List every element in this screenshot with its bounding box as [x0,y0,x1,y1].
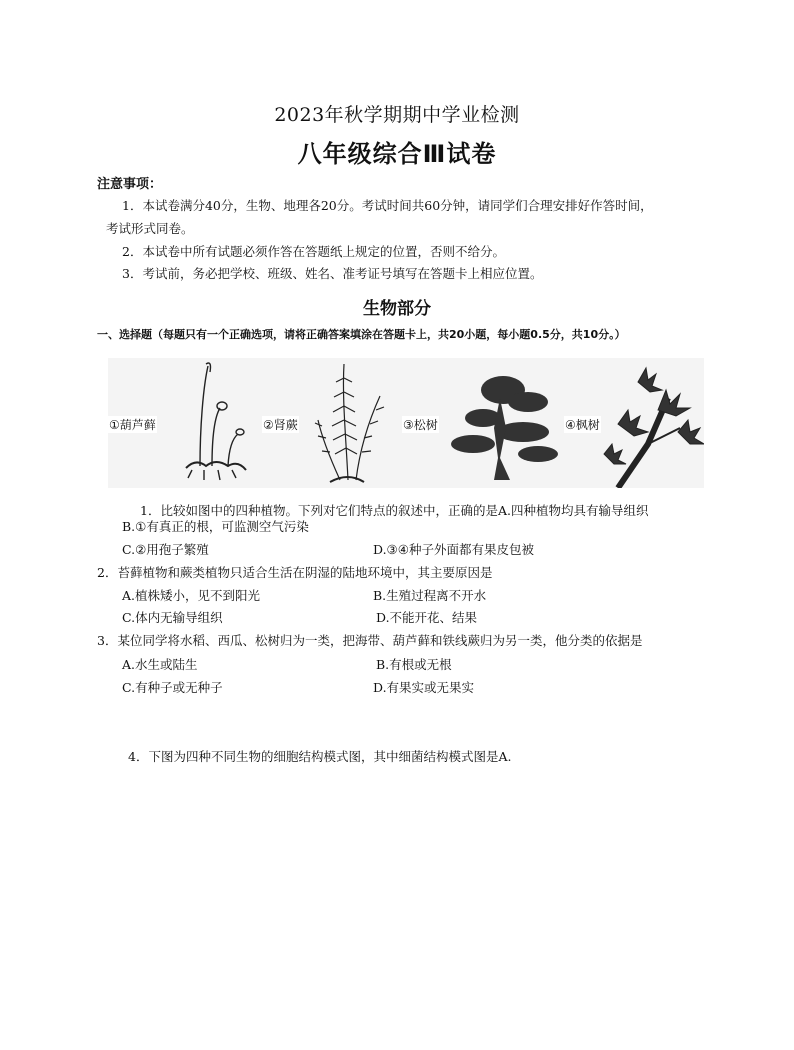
question-1-option-d: D.③④种子外面都有果皮包被 [373,542,534,557]
question-3-option-b: B.有根或无根 [376,657,452,672]
plant-label-maple: ④枫树 [565,418,600,432]
notice-item-1-line-2: 考试形式同卷。 [106,221,194,236]
question-4-stem: 4．下图为四种不同生物的细胞结构模式图，其中细菌结构模式图是A. [128,749,512,764]
section-title: 生物部分 [363,299,431,319]
notice-item-2: 2．本试卷中所有试题必须作答在答题纸上规定的位置，否则不给分。 [122,244,505,259]
question-1-stem: 1．比较如图中的四种植物。下列对它们特点的叙述中，正确的是A.四种植物均具有输导组织 [140,503,649,518]
question-1-option-c: C.②用孢子繁殖 [122,542,209,557]
question-3-option-d: D.有果实或无果实 [373,680,475,695]
question-3-option-c: C.有种子或无种子 [122,680,223,695]
plants-figure [108,358,704,488]
question-3-option-a: A.水生或陆生 [122,657,198,672]
plant-label-pine: ③松树 [403,418,438,432]
question-2-option-d: D.不能开花、结果 [376,610,478,625]
question-2-option-a: A.植株矮小，见不到阳光 [122,588,261,603]
exam-subtitle: 八年级综合Ⅲ试卷 [297,140,497,168]
question-1-option-b: B.①有真正的根，可监测空气污染 [122,519,309,534]
question-2-stem: 2．苔藓植物和蕨类植物只适合生活在阴湿的陆地环境中，其主要原因是 [97,565,493,580]
plant-label-fern: ②肾蕨 [263,418,298,432]
part-heading: 一、选择题（每题只有一个正确选项，请将正确答案填涂在答题卡上，共20小题，每小题0.5分，共10分。） [97,328,626,341]
question-3-stem: 3．某位同学将水稻、西瓜、松树归为一类，把海带、葫芦藓和铁线蕨归为另一类，他分类的依据是 [97,633,643,648]
exam-title: 2023年秋学期期中学业检测 [274,104,520,126]
notice-item-3: 3．考试前，务必把学校、班级、姓名、准考证号填写在答题卡上相应位置。 [122,266,543,281]
question-2-option-b: B.生殖过程离不开水 [373,588,487,603]
notice-heading: 注意事项： [97,177,163,192]
question-2-option-c: C.体内无输导组织 [122,610,223,625]
plant-label-moss: ①葫芦藓 [109,418,156,432]
notice-item-1-line-1: 1．本试卷满分40分，生物、地理各20分。考试时间共60分钟，请同学们合理安排好作答时间， [122,198,653,213]
